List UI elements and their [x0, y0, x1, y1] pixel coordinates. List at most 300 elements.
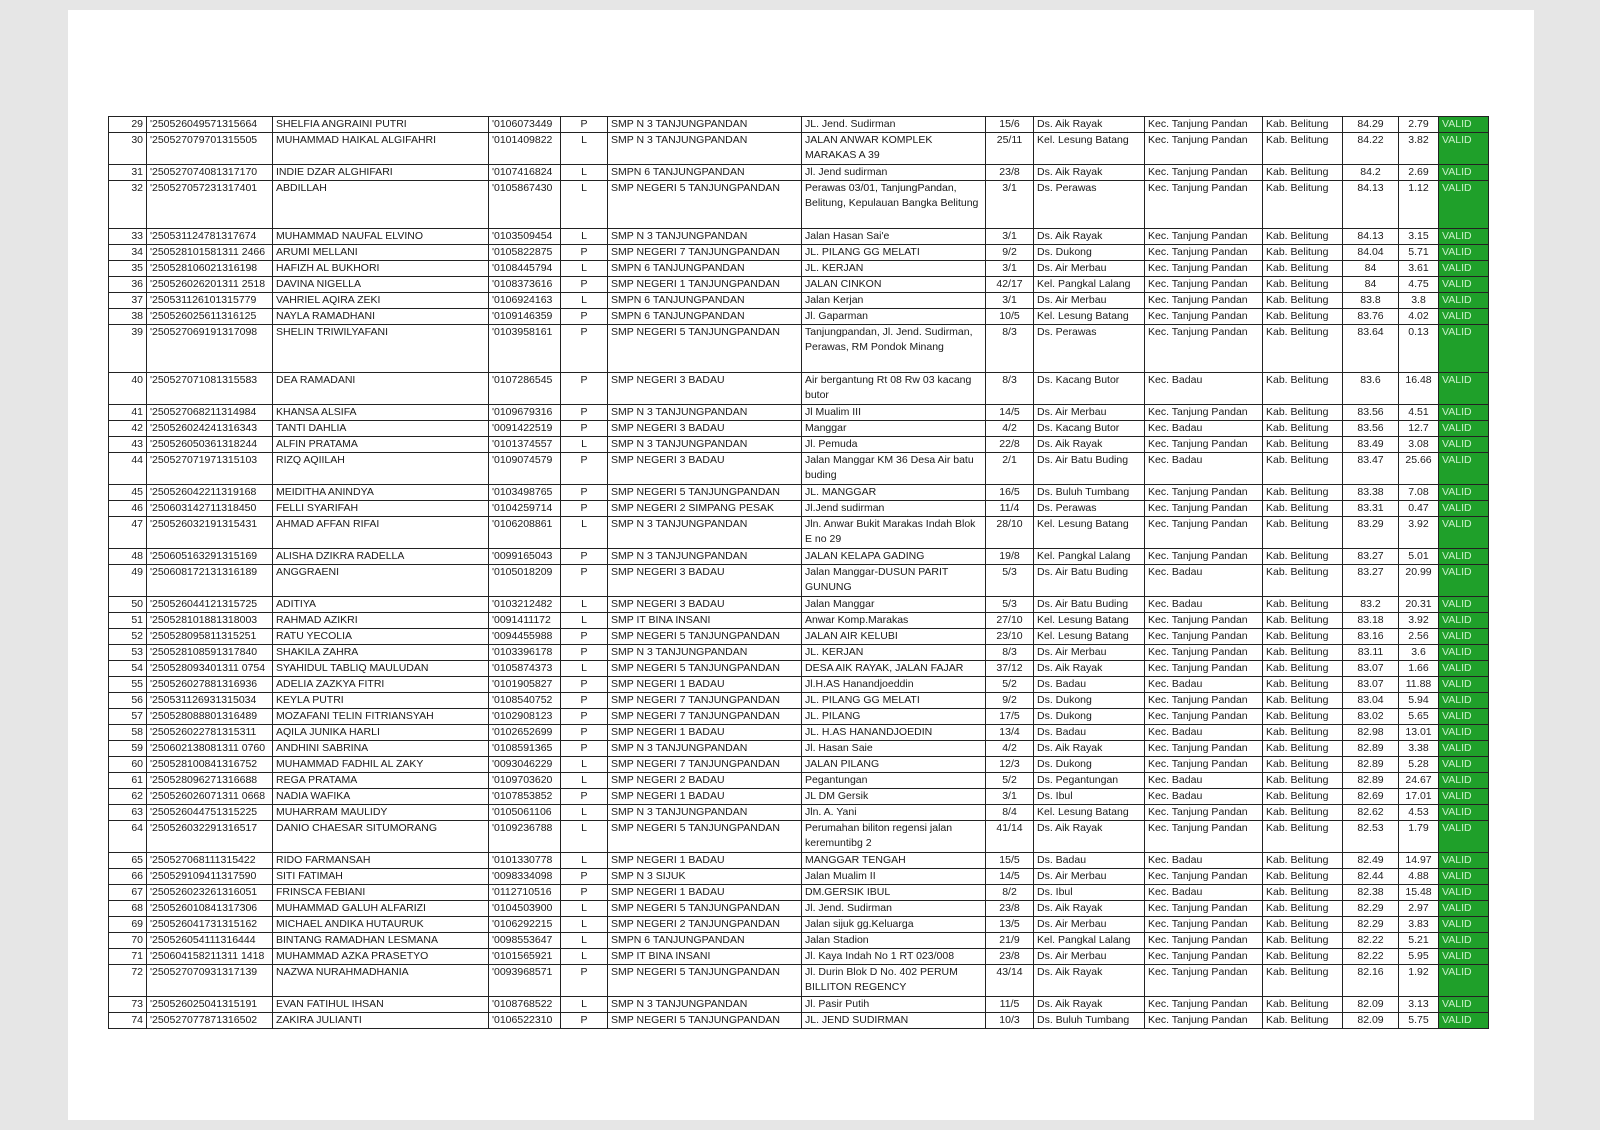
cell-address: Tanjungpandan, Jl. Jend. Sudirman, Perawas, RM Pondok Minang [802, 325, 986, 373]
cell-school: SMP NEGERI 1 BADAU [608, 677, 802, 693]
cell-score: 82.44 [1343, 869, 1399, 885]
status-badge: VALID [1439, 325, 1489, 373]
cell-rt-rw: 22/8 [986, 437, 1034, 453]
cell-district: Kec. Tanjung Pandan [1145, 741, 1263, 757]
cell-distance: 3.61 [1399, 261, 1439, 277]
cell-student-id: '0105018209 [489, 565, 561, 597]
cell-no: 44 [109, 453, 147, 485]
status-badge: VALID [1439, 773, 1489, 789]
cell-village: Kel. Lesung Batang [1034, 309, 1145, 325]
cell-rt-rw: 25/11 [986, 133, 1034, 165]
status-badge: VALID [1439, 597, 1489, 613]
cell-score: 83.38 [1343, 485, 1399, 501]
cell-score: 82.89 [1343, 773, 1399, 789]
cell-rt-rw: 13/4 [986, 725, 1034, 741]
cell-score: 82.16 [1343, 965, 1399, 997]
cell-rt-rw: 8/4 [986, 805, 1034, 821]
cell-distance: 5.71 [1399, 245, 1439, 261]
cell-school: SMP NEGERI 5 TANJUNGPANDAN [608, 965, 802, 997]
cell-school: SMP NEGERI 1 BADAU [608, 725, 802, 741]
cell-student-id: '0104503900 [489, 901, 561, 917]
cell-address: JL. Jend. Sudirman [802, 117, 986, 133]
cell-district: Kec. Tanjung Pandan [1145, 661, 1263, 677]
cell-district: Kec. Tanjung Pandan [1145, 629, 1263, 645]
cell-address: Jl. Durin Blok D No. 402 PERUM BILLITON REGENCY [802, 965, 986, 997]
status-badge: VALID [1439, 293, 1489, 309]
cell-gender: P [561, 373, 608, 405]
cell-distance: 5.28 [1399, 757, 1439, 773]
cell-score: 82.53 [1343, 821, 1399, 853]
cell-regency: Kab. Belitung [1263, 1013, 1343, 1029]
cell-district: Kec. Tanjung Pandan [1145, 613, 1263, 629]
cell-name: SYAHIDUL TABLIQ MAULUDAN [273, 661, 489, 677]
cell-address: Pegantungan [802, 773, 986, 789]
cell-registration-number: '250527079701315505 [147, 133, 273, 165]
cell-address: Jl. Kaya Indah No 1 RT 023/008 [802, 949, 986, 965]
cell-address: Jalan Manggar [802, 597, 986, 613]
cell-rt-rw: 3/1 [986, 229, 1034, 245]
cell-village: Ds. Dukong [1034, 693, 1145, 709]
status-badge: VALID [1439, 565, 1489, 597]
cell-rt-rw: 5/3 [986, 597, 1034, 613]
cell-registration-number: '250526032291316517 [147, 821, 273, 853]
cell-name: KHANSA ALSIFA [273, 405, 489, 421]
cell-name: SHELIN TRIWILYAFANI [273, 325, 489, 373]
status-badge: VALID [1439, 309, 1489, 325]
cell-no: 35 [109, 261, 147, 277]
cell-gender: P [561, 421, 608, 437]
cell-registration-number: '250529109411317590 [147, 869, 273, 885]
cell-school: SMP NEGERI 7 TANJUNGPANDAN [608, 709, 802, 725]
cell-village: Ds. Ibul [1034, 789, 1145, 805]
status-badge: VALID [1439, 805, 1489, 821]
cell-score: 83.6 [1343, 373, 1399, 405]
cell-district: Kec. Tanjung Pandan [1145, 309, 1263, 325]
cell-registration-number: '250527068211314984 [147, 405, 273, 421]
cell-school: SMP NEGERI 5 TANJUNGPANDAN [608, 661, 802, 677]
cell-rt-rw: 8/3 [986, 645, 1034, 661]
status-badge: VALID [1439, 997, 1489, 1013]
table-row [109, 421, 1489, 437]
cell-regency: Kab. Belitung [1263, 725, 1343, 741]
cell-school: SMP N 3 TANJUNGPANDAN [608, 805, 802, 821]
cell-no: 61 [109, 773, 147, 789]
table-row [109, 181, 1489, 229]
cell-student-id: '0105822875 [489, 245, 561, 261]
cell-score: 83.31 [1343, 501, 1399, 517]
cell-school: SMP NEGERI 2 TANJUNGPANDAN [608, 917, 802, 933]
cell-score: 84.22 [1343, 133, 1399, 165]
cell-distance: 1.66 [1399, 661, 1439, 677]
student-table [108, 116, 1489, 1029]
cell-gender: L [561, 757, 608, 773]
cell-gender: P [561, 725, 608, 741]
cell-student-id: '0109679316 [489, 405, 561, 421]
cell-name: SHELFIA ANGRAINI PUTRI [273, 117, 489, 133]
cell-address: Jalan Mualim II [802, 869, 986, 885]
cell-no: 73 [109, 997, 147, 1013]
cell-registration-number: '250526024241316343 [147, 421, 273, 437]
cell-score: 83.18 [1343, 613, 1399, 629]
cell-regency: Kab. Belitung [1263, 933, 1343, 949]
table-row [109, 293, 1489, 309]
cell-school: SMP NEGERI 7 TANJUNGPANDAN [608, 245, 802, 261]
cell-rt-rw: 17/5 [986, 709, 1034, 725]
cell-school: SMP IT BINA INSANI [608, 613, 802, 629]
cell-distance: 1.12 [1399, 181, 1439, 229]
cell-name: MEIDITHA ANINDYA [273, 485, 489, 501]
cell-regency: Kab. Belitung [1263, 693, 1343, 709]
cell-score: 83.2 [1343, 597, 1399, 613]
cell-registration-number: '250605163291315169 [147, 549, 273, 565]
cell-school: SMPN 6 TANJUNGPANDAN [608, 165, 802, 181]
table-row [109, 901, 1489, 917]
cell-no: 63 [109, 805, 147, 821]
cell-regency: Kab. Belitung [1263, 805, 1343, 821]
cell-regency: Kab. Belitung [1263, 309, 1343, 325]
cell-gender: P [561, 629, 608, 645]
cell-district: Kec. Badau [1145, 789, 1263, 805]
cell-student-id: '0106073449 [489, 117, 561, 133]
cell-name: HAFIZH AL BUKHORI [273, 261, 489, 277]
cell-no: 59 [109, 741, 147, 757]
status-badge: VALID [1439, 485, 1489, 501]
cell-name: NAYLA RAMADHANI [273, 309, 489, 325]
cell-regency: Kab. Belitung [1263, 965, 1343, 997]
cell-gender: P [561, 885, 608, 901]
cell-score: 83.47 [1343, 453, 1399, 485]
cell-district: Kec. Tanjung Pandan [1145, 133, 1263, 165]
cell-name: ALISHA DZIKRA RADELLA [273, 549, 489, 565]
cell-no: 53 [109, 645, 147, 661]
cell-gender: P [561, 453, 608, 485]
cell-district: Kec. Tanjung Pandan [1145, 501, 1263, 517]
cell-address: JL. PILANG GG MELATI [802, 693, 986, 709]
cell-village: Ds. Aik Rayak [1034, 437, 1145, 453]
cell-rt-rw: 3/1 [986, 181, 1034, 229]
cell-school: SMP N 3 TANJUNGPANDAN [608, 549, 802, 565]
cell-distance: 13.01 [1399, 725, 1439, 741]
cell-distance: 3.8 [1399, 293, 1439, 309]
cell-gender: P [561, 1013, 608, 1029]
cell-district: Kec. Tanjung Pandan [1145, 805, 1263, 821]
cell-score: 84.13 [1343, 229, 1399, 245]
cell-score: 82.29 [1343, 917, 1399, 933]
table-row [109, 1013, 1489, 1029]
cell-regency: Kab. Belitung [1263, 229, 1343, 245]
cell-student-id: '0101409822 [489, 133, 561, 165]
cell-address: Jalan Hasan Sai'e [802, 229, 986, 245]
cell-address: JALAN AIR KELUBI [802, 629, 986, 645]
cell-student-id: '0108768522 [489, 997, 561, 1013]
cell-gender: P [561, 677, 608, 693]
cell-gender: P [561, 565, 608, 597]
table-row [109, 549, 1489, 565]
cell-distance: 3.82 [1399, 133, 1439, 165]
cell-address: JALAN ANWAR KOMPLEK MARAKAS A 39 [802, 133, 986, 165]
cell-rt-rw: 23/10 [986, 629, 1034, 645]
cell-no: 65 [109, 853, 147, 869]
cell-name: MUHAMMAD FADHIL AL ZAKY [273, 757, 489, 773]
cell-regency: Kab. Belitung [1263, 597, 1343, 613]
cell-gender: L [561, 133, 608, 165]
status-badge: VALID [1439, 261, 1489, 277]
cell-rt-rw: 15/5 [986, 853, 1034, 869]
cell-district: Kec. Tanjung Pandan [1145, 405, 1263, 421]
table-row [109, 805, 1489, 821]
cell-district: Kec. Tanjung Pandan [1145, 757, 1263, 773]
cell-village: Ds. Dukong [1034, 757, 1145, 773]
cell-no: 57 [109, 709, 147, 725]
cell-name: ALFIN PRATAMA [273, 437, 489, 453]
cell-name: REGA PRATAMA [273, 773, 489, 789]
cell-score: 83.29 [1343, 517, 1399, 549]
cell-school: SMP N 3 TANJUNGPANDAN [608, 133, 802, 165]
table-row [109, 741, 1489, 757]
cell-regency: Kab. Belitung [1263, 661, 1343, 677]
cell-regency: Kab. Belitung [1263, 165, 1343, 181]
cell-name: MUHAMMAD HAIKAL ALGIFAHRI [273, 133, 489, 165]
cell-gender: L [561, 853, 608, 869]
cell-no: 30 [109, 133, 147, 165]
cell-distance: 2.69 [1399, 165, 1439, 181]
status-badge: VALID [1439, 437, 1489, 453]
cell-district: Kec. Tanjung Pandan [1145, 949, 1263, 965]
cell-regency: Kab. Belitung [1263, 917, 1343, 933]
status-badge: VALID [1439, 885, 1489, 901]
cell-gender: L [561, 997, 608, 1013]
cell-gender: L [561, 293, 608, 309]
cell-regency: Kab. Belitung [1263, 501, 1343, 517]
cell-distance: 3.83 [1399, 917, 1439, 933]
table-row [109, 629, 1489, 645]
cell-rt-rw: 37/12 [986, 661, 1034, 677]
cell-school: SMP NEGERI 3 BADAU [608, 453, 802, 485]
cell-regency: Kab. Belitung [1263, 437, 1343, 453]
cell-rt-rw: 5/3 [986, 565, 1034, 597]
table-row [109, 693, 1489, 709]
cell-no: 33 [109, 229, 147, 245]
cell-student-id: '0103498765 [489, 485, 561, 501]
cell-distance: 20.99 [1399, 565, 1439, 597]
cell-district: Kec. Tanjung Pandan [1145, 997, 1263, 1013]
cell-rt-rw: 21/9 [986, 933, 1034, 949]
cell-gender: L [561, 437, 608, 453]
cell-no: 38 [109, 309, 147, 325]
cell-rt-rw: 16/5 [986, 485, 1034, 501]
cell-student-id: '0109703620 [489, 773, 561, 789]
table-row [109, 773, 1489, 789]
cell-village: Ds. Perawas [1034, 325, 1145, 373]
cell-score: 83.8 [1343, 293, 1399, 309]
cell-village: Ds. Badau [1034, 853, 1145, 869]
cell-no: 74 [109, 1013, 147, 1029]
cell-gender: P [561, 709, 608, 725]
table-row [109, 165, 1489, 181]
cell-district: Kec. Badau [1145, 853, 1263, 869]
cell-no: 51 [109, 613, 147, 629]
cell-registration-number: '250527068111315422 [147, 853, 273, 869]
cell-registration-number: '250526044121315725 [147, 597, 273, 613]
cell-school: SMP N 3 TANJUNGPANDAN [608, 405, 802, 421]
cell-regency: Kab. Belitung [1263, 709, 1343, 725]
table-row [109, 325, 1489, 373]
cell-student-id: '0105061106 [489, 805, 561, 821]
cell-name: SITI FATIMAH [273, 869, 489, 885]
status-badge: VALID [1439, 901, 1489, 917]
cell-gender: P [561, 245, 608, 261]
cell-registration-number: '250526049571315664 [147, 117, 273, 133]
cell-registration-number: '250527071971315103 [147, 453, 273, 485]
cell-distance: 3.92 [1399, 613, 1439, 629]
cell-registration-number: '250528096271316688 [147, 773, 273, 789]
cell-registration-number: '250526044751315225 [147, 805, 273, 821]
table-row [109, 501, 1489, 517]
cell-regency: Kab. Belitung [1263, 277, 1343, 293]
cell-student-id: '0106522310 [489, 1013, 561, 1029]
cell-score: 83.76 [1343, 309, 1399, 325]
cell-address: MANGGAR TENGAH [802, 853, 986, 869]
cell-village: Kel. Pangkal Lalang [1034, 549, 1145, 565]
cell-village: Ds. Air Batu Buding [1034, 565, 1145, 597]
cell-registration-number: '250526022781315311 [147, 725, 273, 741]
cell-regency: Kab. Belitung [1263, 757, 1343, 773]
cell-regency: Kab. Belitung [1263, 565, 1343, 597]
cell-address: Jalan sijuk gg.Keluarga [802, 917, 986, 933]
status-badge: VALID [1439, 661, 1489, 677]
table-row [109, 597, 1489, 613]
cell-district: Kec. Tanjung Pandan [1145, 485, 1263, 501]
cell-regency: Kab. Belitung [1263, 885, 1343, 901]
cell-distance: 3.92 [1399, 517, 1439, 549]
cell-school: SMP NEGERI 3 BADAU [608, 421, 802, 437]
status-badge: VALID [1439, 741, 1489, 757]
cell-distance: 7.08 [1399, 485, 1439, 501]
cell-no: 69 [109, 917, 147, 933]
table-row [109, 613, 1489, 629]
cell-registration-number: '250526023261316051 [147, 885, 273, 901]
table-row [109, 933, 1489, 949]
cell-distance: 0.13 [1399, 325, 1439, 373]
cell-village: Ds. Air Merbau [1034, 405, 1145, 421]
cell-name: VAHRIEL AQIRA ZEKI [273, 293, 489, 309]
cell-name: INDIE DZAR ALGHIFARI [273, 165, 489, 181]
cell-gender: L [561, 821, 608, 853]
cell-student-id: '0101565921 [489, 949, 561, 965]
cell-district: Kec. Tanjung Pandan [1145, 901, 1263, 917]
cell-registration-number: '250526010841317306 [147, 901, 273, 917]
cell-district: Kec. Tanjung Pandan [1145, 245, 1263, 261]
cell-student-id: '0103212482 [489, 597, 561, 613]
table-row [109, 949, 1489, 965]
cell-gender: P [561, 965, 608, 997]
cell-no: 68 [109, 901, 147, 917]
cell-village: Ds. Perawas [1034, 501, 1145, 517]
cell-student-id: '0105874373 [489, 661, 561, 677]
cell-regency: Kab. Belitung [1263, 949, 1343, 965]
cell-score: 83.16 [1343, 629, 1399, 645]
cell-regency: Kab. Belitung [1263, 821, 1343, 853]
cell-score: 82.38 [1343, 885, 1399, 901]
cell-regency: Kab. Belitung [1263, 869, 1343, 885]
status-badge: VALID [1439, 757, 1489, 773]
cell-score: 83.64 [1343, 325, 1399, 373]
cell-village: Ds. Aik Rayak [1034, 117, 1145, 133]
cell-student-id: '0105867430 [489, 181, 561, 229]
cell-district: Kec. Tanjung Pandan [1145, 549, 1263, 565]
cell-district: Kec. Badau [1145, 725, 1263, 741]
status-badge: VALID [1439, 373, 1489, 405]
cell-gender: L [561, 949, 608, 965]
cell-address: Jl. Jend. Sudirman [802, 901, 986, 917]
table-row [109, 245, 1489, 261]
cell-school: SMP NEGERI 5 TANJUNGPANDAN [608, 1013, 802, 1029]
cell-student-id: '0091411172 [489, 613, 561, 629]
status-badge: VALID [1439, 165, 1489, 181]
cell-student-id: '0093046229 [489, 757, 561, 773]
cell-rt-rw: 19/8 [986, 549, 1034, 565]
table-row [109, 709, 1489, 725]
cell-registration-number: '250602138081311 0760 [147, 741, 273, 757]
cell-district: Kec. Tanjung Pandan [1145, 965, 1263, 997]
cell-village: Ds. Air Merbau [1034, 869, 1145, 885]
cell-district: Kec. Badau [1145, 421, 1263, 437]
cell-village: Kel. Lesung Batang [1034, 133, 1145, 165]
cell-name: MUHAMMAD GALUH ALFARIZI [273, 901, 489, 917]
cell-village: Ds. Kacang Butor [1034, 373, 1145, 405]
status-badge: VALID [1439, 949, 1489, 965]
cell-village: Ds. Buluh Tumbang [1034, 1013, 1145, 1029]
cell-regency: Kab. Belitung [1263, 405, 1343, 421]
cell-distance: 16.48 [1399, 373, 1439, 405]
cell-regency: Kab. Belitung [1263, 517, 1343, 549]
cell-distance: 5.01 [1399, 549, 1439, 565]
cell-student-id: '0101374557 [489, 437, 561, 453]
cell-score: 82.22 [1343, 949, 1399, 965]
cell-name: ANGGRAENI [273, 565, 489, 597]
cell-regency: Kab. Belitung [1263, 853, 1343, 869]
cell-no: 52 [109, 629, 147, 645]
status-badge: VALID [1439, 693, 1489, 709]
cell-registration-number: '250608172131316189 [147, 565, 273, 597]
cell-school: SMP NEGERI 5 TANJUNGPANDAN [608, 629, 802, 645]
cell-school: SMP N 3 TANJUNGPANDAN [608, 117, 802, 133]
cell-score: 82.98 [1343, 725, 1399, 741]
table-row [109, 885, 1489, 901]
table-row [109, 309, 1489, 325]
cell-regency: Kab. Belitung [1263, 773, 1343, 789]
cell-distance: 4.88 [1399, 869, 1439, 885]
cell-score: 83.04 [1343, 693, 1399, 709]
cell-village: Ds. Perawas [1034, 181, 1145, 229]
cell-gender: P [561, 117, 608, 133]
cell-distance: 5.94 [1399, 693, 1439, 709]
cell-no: 50 [109, 597, 147, 613]
cell-village: Ds. Air Merbau [1034, 261, 1145, 277]
cell-address: JL. KERJAN [802, 645, 986, 661]
cell-name: ARUMI MELLANI [273, 245, 489, 261]
cell-score: 83.02 [1343, 709, 1399, 725]
cell-score: 84 [1343, 261, 1399, 277]
cell-no: 39 [109, 325, 147, 373]
cell-regency: Kab. Belitung [1263, 997, 1343, 1013]
cell-registration-number: '250526032191315431 [147, 517, 273, 549]
cell-score: 84.2 [1343, 165, 1399, 181]
cell-name: RAHMAD AZIKRI [273, 613, 489, 629]
cell-no: 64 [109, 821, 147, 853]
cell-registration-number: '250526026071311 0668 [147, 789, 273, 805]
cell-registration-number: '250531124781317674 [147, 229, 273, 245]
